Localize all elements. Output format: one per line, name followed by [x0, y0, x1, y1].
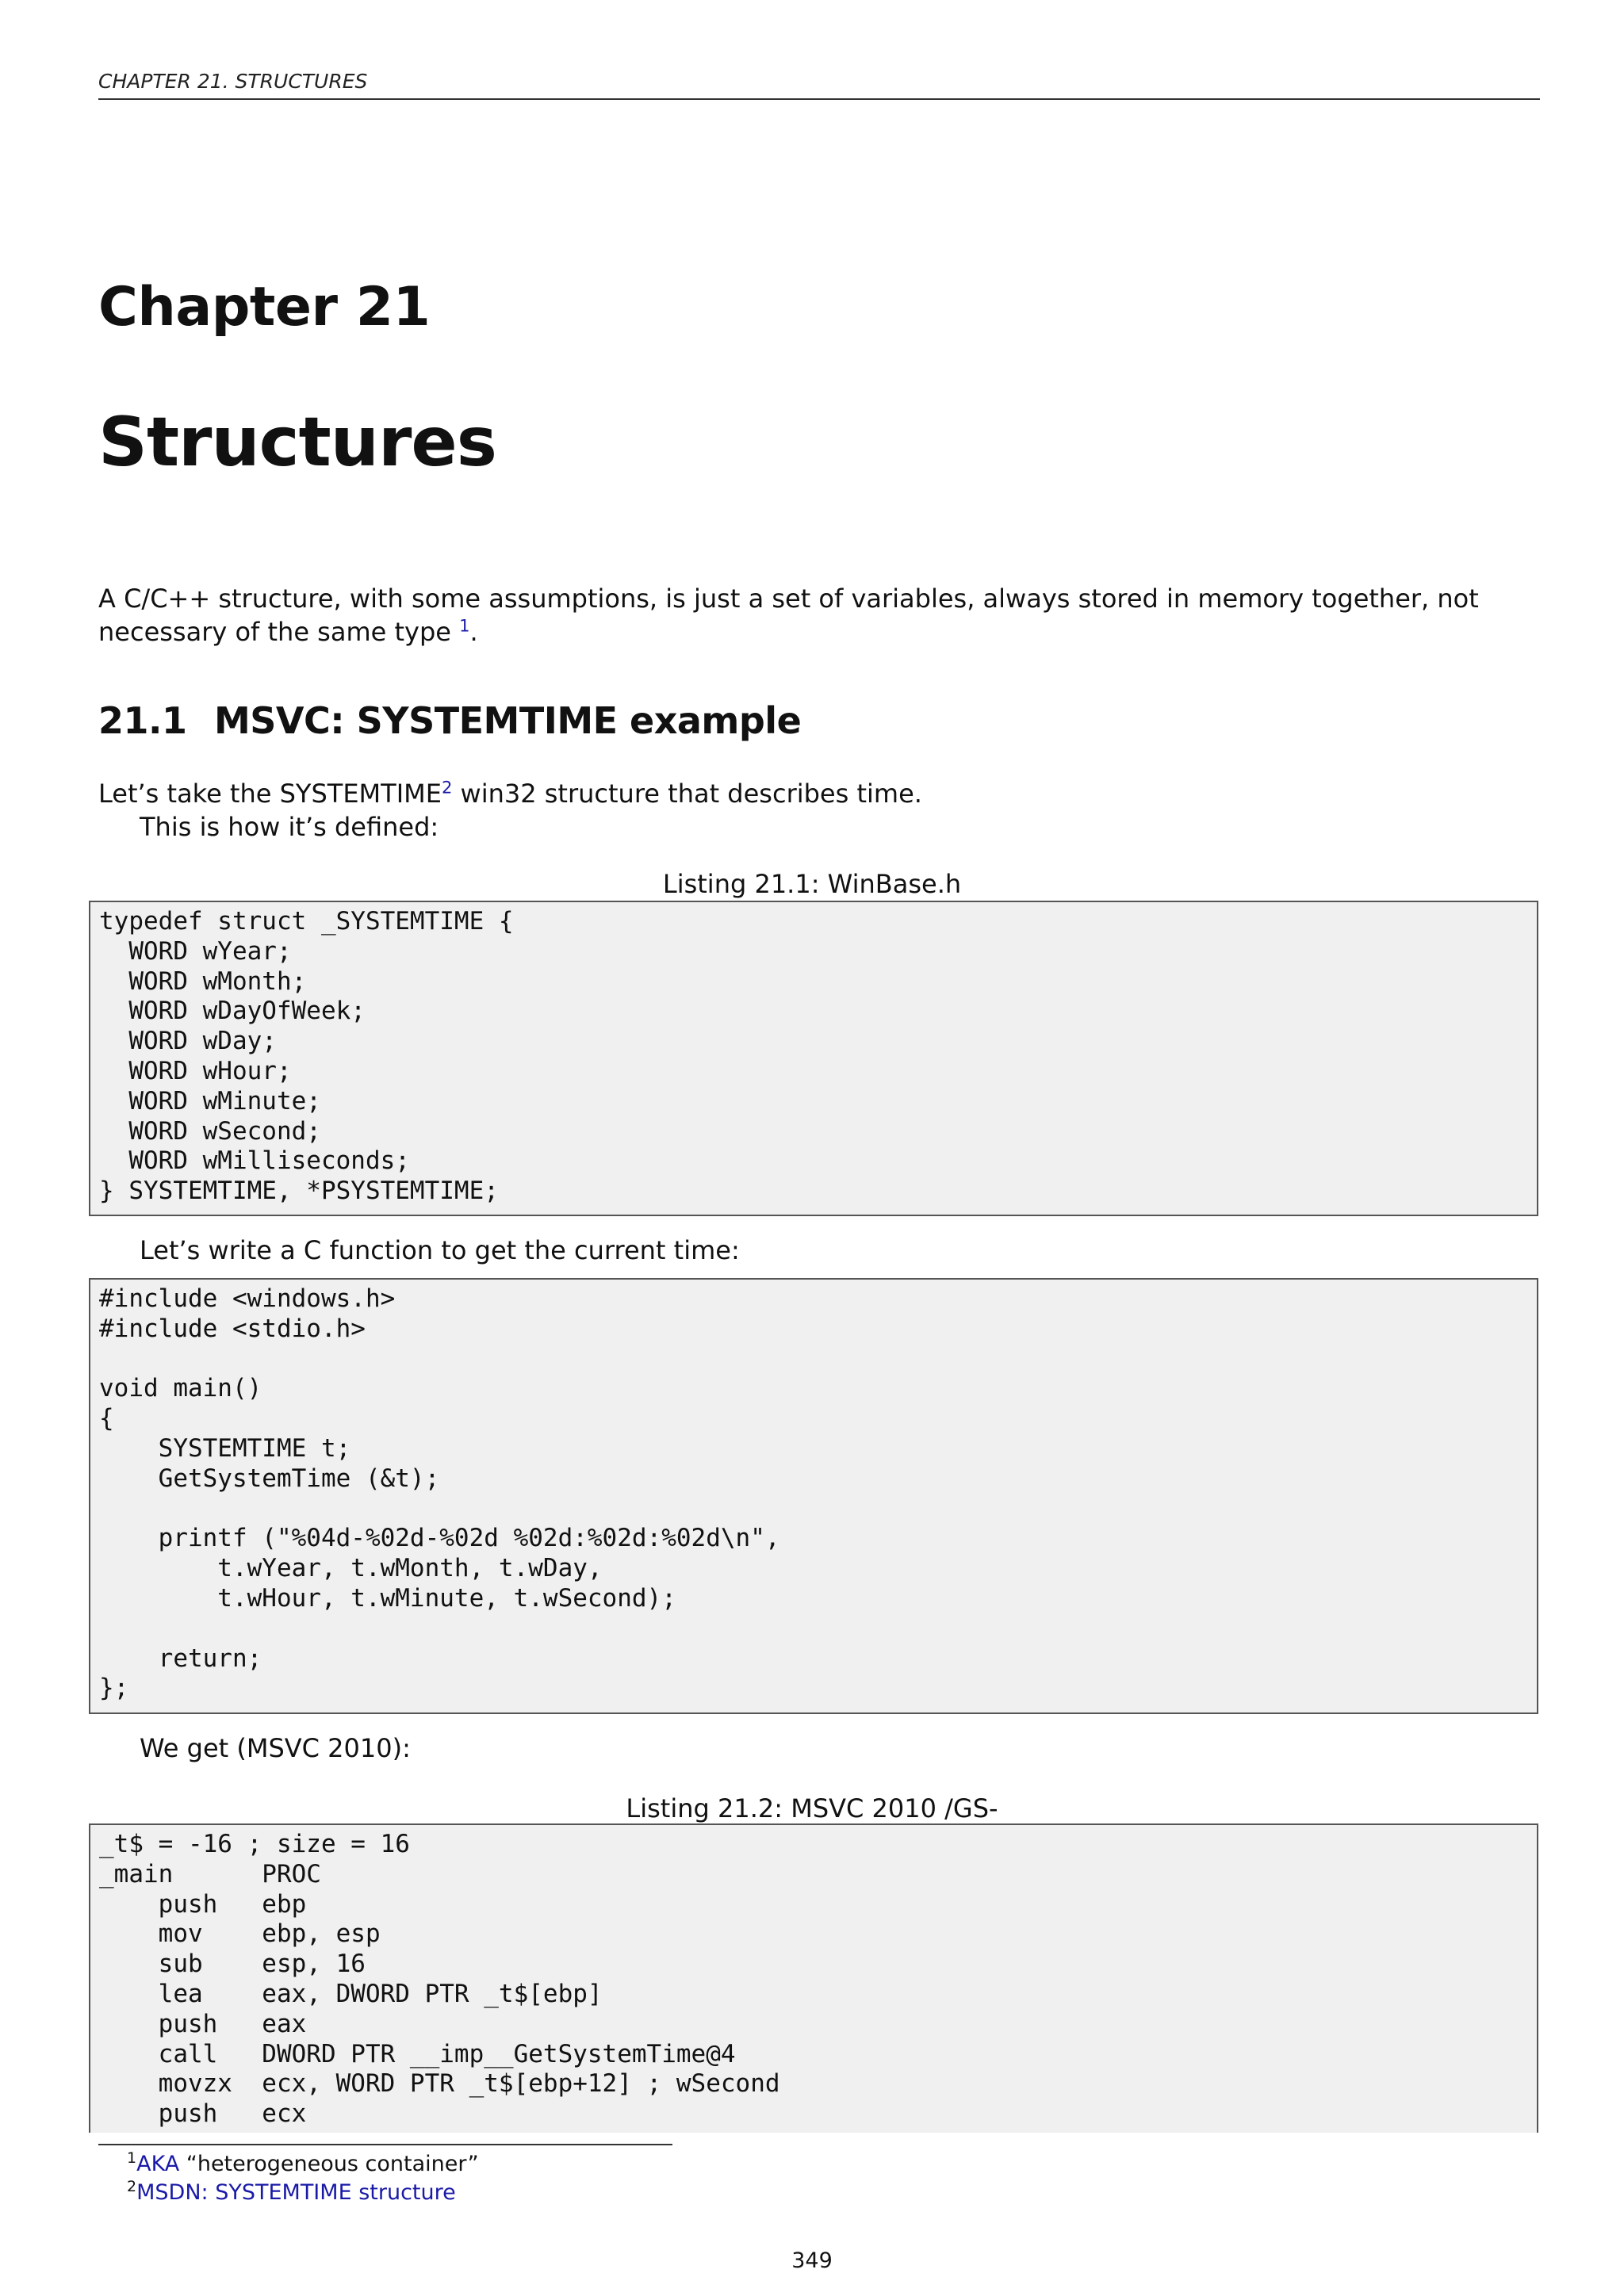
section-heading	[98, 699, 801, 742]
section-number: 21.1	[98, 699, 187, 742]
paragraph-c-function: Let’s write a C function to get the current time:	[140, 1235, 740, 1265]
paragraph-we-get: We get (MSVC 2010):	[140, 1733, 411, 1763]
chapter-title: Structures	[98, 403, 496, 482]
section-title: MSVC: SYSTEMTIME example	[214, 699, 802, 742]
intro-end: .	[469, 617, 478, 647]
footnote-1	[127, 2149, 479, 2176]
footnote-mark: 1	[127, 2149, 137, 2167]
footnote-link-aka[interactable]: AKA	[136, 2152, 180, 2176]
footnote-2	[127, 2180, 456, 2205]
intro-text: A C/C++ structure, with some assumptions, is just a set of variables, always stored in memory together, not necessary of the same type	[98, 584, 1479, 647]
listing-caption-2: Listing 21.2: MSVC 2010 /GS-	[626, 1793, 998, 1823]
paragraph-text: Let’s take the SYSTEMTIME	[98, 779, 442, 809]
footnote-ref-1[interactable]: 1	[459, 616, 470, 636]
chapter-label: Chapter 21	[98, 276, 431, 339]
listing-caption-1: Listing 21.1: WinBase.h	[662, 869, 962, 899]
paragraph-systemtime	[98, 777, 922, 810]
paragraph-defined: This is how it’s defined:	[140, 812, 439, 842]
code-listing-winbase: typedef struct _SYSTEMTIME { WORD wYear; WORD wMonth; WORD wDayOfWeek; WORD wDay; WORD wHour; WORD wMinute; WORD wSecond; WORD wMilliseconds; } SYSTEMTIME, *PSYSTEMTIME;	[89, 901, 1538, 1216]
footnote-link-msdn[interactable]: MSDN: SYSTEMTIME structure	[136, 2180, 456, 2205]
intro-paragraph	[98, 582, 1542, 649]
footnote-mark: 2	[127, 2178, 137, 2195]
page-number: 349	[791, 2248, 833, 2273]
paragraph-text: win32 structure that describes time.	[452, 779, 922, 809]
code-listing-msvc-asm: _t$ = -16 ; size = 16 _main PROC push ebp mov ebp, esp sub esp, 16 lea eax, DWORD PTR _t$[ebp] push eax call DWORD PTR __imp__GetSystemTime@4 movzx ecx, WORD PTR _t$[ebp+12] ; wSecond push ecx	[89, 1823, 1538, 2133]
footnote-ref-2[interactable]: 2	[441, 778, 453, 798]
footnote-divider	[98, 2144, 672, 2145]
footnote-text: “heterogeneous container”	[179, 2152, 479, 2176]
code-listing-c-source: #include <windows.h> #include <stdio.h> void main() { SYSTEMTIME t; GetSystemTime (&t); printf ("%04d-%02d-%02d %02d:%02d:%02d\n", t.wYear, t.wMonth, t.wDay, t.wHour, t.wMinute, t.wSecond); return; };	[89, 1278, 1538, 1714]
running-header: CHAPTER 21. STRUCTURES	[98, 70, 1540, 100]
